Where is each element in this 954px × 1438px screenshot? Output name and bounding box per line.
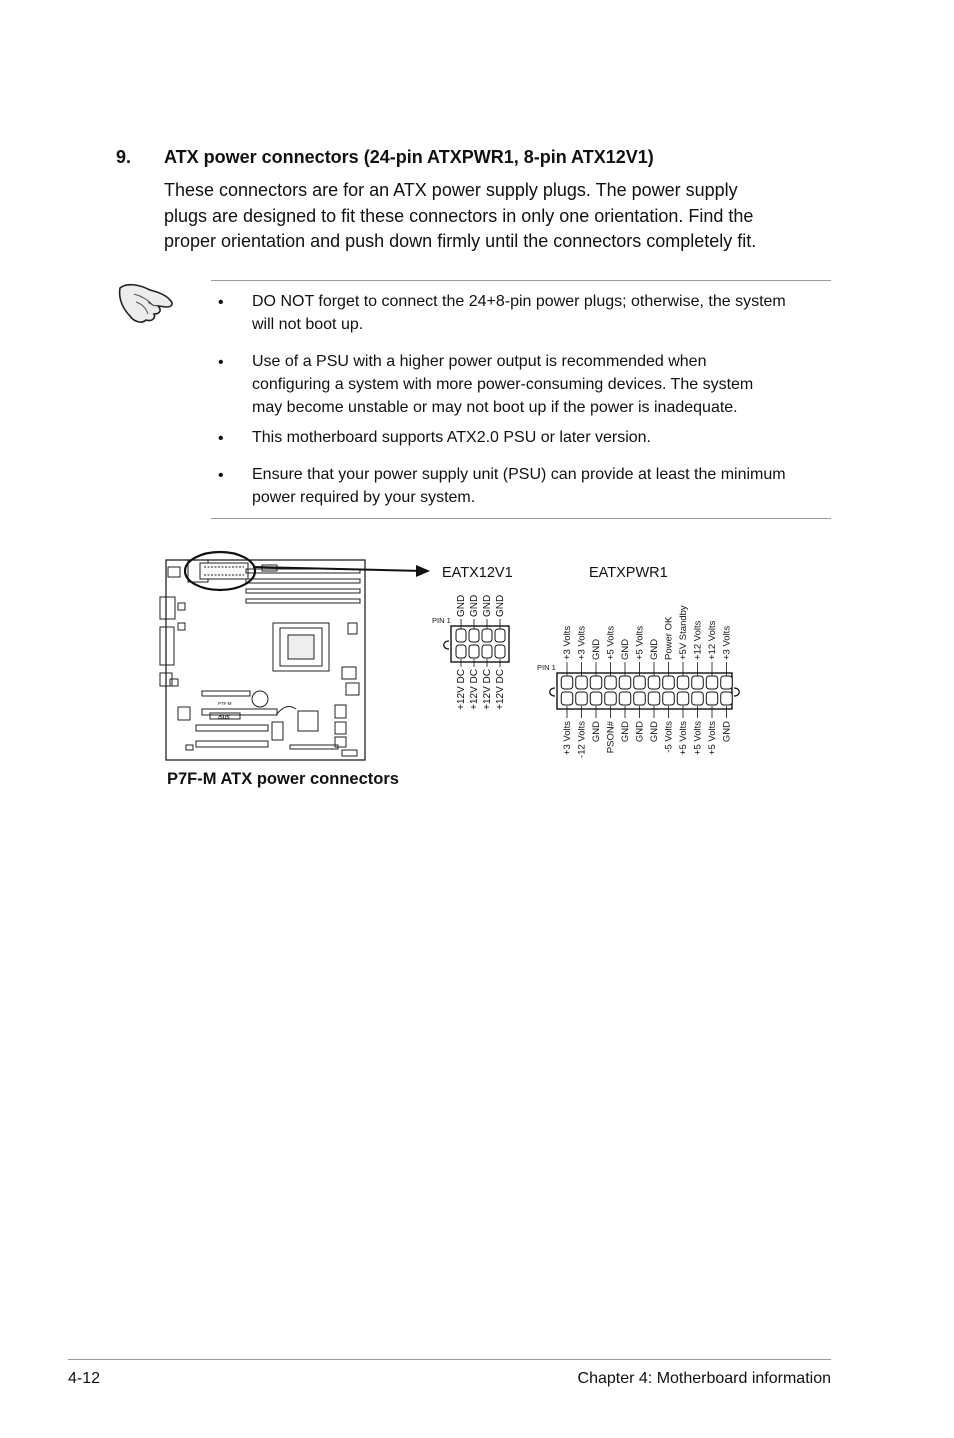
chapter-title: Chapter 4: Motherboard information — [577, 1370, 831, 1387]
paragraph-line: proper orientation and push down firmly until the connectors completely fit. — [164, 231, 757, 252]
note-bullet-text — [252, 290, 842, 336]
pin-label: GND — [634, 721, 646, 743]
pin-label: +5V Standby — [678, 605, 689, 660]
bullet-line: This motherboard supports ATX2.0 PSU or later version. — [252, 429, 651, 446]
note-bullet-marker: • — [218, 467, 224, 484]
pin-socket — [619, 676, 631, 689]
pin-socket — [495, 645, 505, 658]
note-bullet-text — [252, 463, 842, 509]
bullet-line: Ensure that your power supply unit (PSU) can provide at least the minimum — [252, 466, 786, 483]
bullet-line: Use of a PSU with a higher power output is recommended when — [252, 353, 707, 370]
pin-label: +12V DC — [456, 669, 467, 710]
note-top-rule — [211, 280, 831, 281]
eatxpwr1-pin1-label: PIN 1 — [537, 663, 556, 672]
eatx12v1-top-labels — [456, 595, 506, 617]
board-brand-logo: /SUS — [218, 715, 230, 721]
pin-label: GND — [591, 721, 602, 743]
pin-socket — [721, 676, 733, 689]
pin-socket — [561, 676, 573, 689]
pin-socket — [634, 676, 646, 689]
pin-label: GND — [469, 594, 480, 617]
note-bullet-marker: • — [218, 430, 224, 447]
pin-label: +5 Volts — [634, 625, 646, 660]
pin-label: +3 Volts — [562, 625, 573, 660]
pin-socket — [576, 676, 588, 689]
pin-label: GND — [649, 721, 660, 743]
eatx12v1-pin1-label: PIN 1 — [432, 616, 451, 625]
eatxpwr1-label: EATXPWR1 — [589, 565, 668, 581]
eatx12v1-latch — [444, 641, 449, 649]
pin-label: +3 Volts — [576, 625, 588, 660]
pin-socket — [706, 692, 718, 705]
paragraph-line: These connectors are for an ATX power supply plugs. The power supply — [164, 180, 738, 200]
pin-label: GND — [456, 594, 467, 617]
pin-socket — [677, 692, 689, 705]
power-connector-diagram — [150, 545, 760, 770]
eatxpwr1-latch-right — [734, 688, 739, 696]
note-bullet-marker: • — [218, 294, 224, 311]
bullet-line: power required by your system. — [252, 489, 476, 506]
pin-socket — [590, 676, 602, 689]
pin-socket — [456, 629, 466, 642]
section-title: ATX power connectors (24-pin ATXPWR1, 8-pin ATX12V1) — [164, 147, 654, 167]
pin-socket — [648, 692, 660, 705]
hand-pointing-icon — [114, 276, 180, 328]
pin-socket — [561, 692, 573, 705]
pin-label: +5 Volts — [707, 721, 718, 756]
pin-socket — [692, 676, 704, 689]
pin-socket — [677, 676, 689, 689]
pin-socket — [495, 629, 505, 642]
pin-label: GND — [591, 638, 602, 660]
pin-socket — [648, 676, 660, 689]
eatxpwr1-top-labels — [562, 605, 733, 660]
bullet-line: will not boot up. — [252, 316, 364, 333]
pin-socket — [605, 676, 617, 689]
pin-label: GND — [482, 594, 493, 617]
pin-label: -5 Volts — [663, 721, 675, 753]
page-number: 4-12 — [68, 1370, 101, 1387]
pin-socket — [663, 692, 675, 705]
pin-label: GND — [620, 721, 631, 743]
section-paragraph — [164, 178, 844, 255]
eatx12v1-label: EATX12V1 — [442, 565, 513, 581]
pin-label: PSON# — [605, 721, 617, 754]
pin-label: +5 Volts — [678, 721, 689, 756]
note-bullet-text — [252, 426, 842, 449]
pin-socket — [469, 645, 479, 658]
pin-socket — [706, 676, 718, 689]
bullet-line: may become unstable or may not boot up if the power is inadequate. — [252, 399, 738, 416]
bullet-line: configuring a system with more power-consuming devices. The system — [252, 376, 754, 393]
pin-socket — [456, 645, 466, 658]
pin-socket — [576, 692, 588, 705]
pin-label: +5 Volts — [605, 625, 617, 660]
callout-arrowhead-icon — [416, 565, 430, 577]
pin-label: +12V DC — [469, 669, 480, 710]
note-bottom-rule — [211, 518, 831, 519]
note-bullet-text — [252, 350, 842, 419]
paragraph-line: plugs are designed to fit these connectors in only one orientation. Find the — [164, 205, 754, 226]
footer-rule — [68, 1359, 831, 1360]
pin-label: +3 Volts — [562, 721, 573, 756]
eatxpwr1-bottom-labels — [562, 720, 733, 758]
pin-label: +12 Volts — [707, 620, 718, 660]
bullet-line: DO NOT forget to connect the 24+8-pin power plugs; otherwise, the system — [252, 293, 786, 310]
pin-socket — [482, 645, 492, 658]
pin-socket — [663, 676, 675, 689]
pin-label: GND — [620, 638, 631, 660]
pin-label: GND — [649, 638, 660, 660]
eatxpwr1-latch-left — [550, 688, 555, 696]
board-model-label: P7F-M — [218, 701, 232, 706]
pin-socket — [469, 629, 479, 642]
pin-label: GND — [495, 594, 506, 617]
pin-label: +5 Volts — [692, 721, 704, 756]
pin-label: +12V DC — [495, 669, 506, 710]
pin-socket — [619, 692, 631, 705]
motherboard-layout — [160, 560, 365, 760]
pin-label: Power OK — [663, 616, 675, 660]
pin-socket — [634, 692, 646, 705]
pin-label: +12 Volts — [692, 620, 704, 660]
pin-label: +3 Volts — [721, 625, 733, 660]
pin-socket — [482, 629, 492, 642]
pin-socket — [590, 692, 602, 705]
eatx12v1-bottom-labels — [456, 669, 506, 710]
pin-socket — [605, 692, 617, 705]
pin-label: +12V DC — [482, 669, 493, 710]
pin-socket — [721, 692, 733, 705]
pin-label: -12 Volts — [576, 721, 588, 758]
note-bullet-marker: • — [218, 354, 224, 371]
pin-label: GND — [721, 721, 733, 743]
pin-socket — [692, 692, 704, 705]
diagram-caption: P7F-M ATX power connectors — [167, 770, 399, 788]
section-number: 9. — [116, 147, 132, 167]
